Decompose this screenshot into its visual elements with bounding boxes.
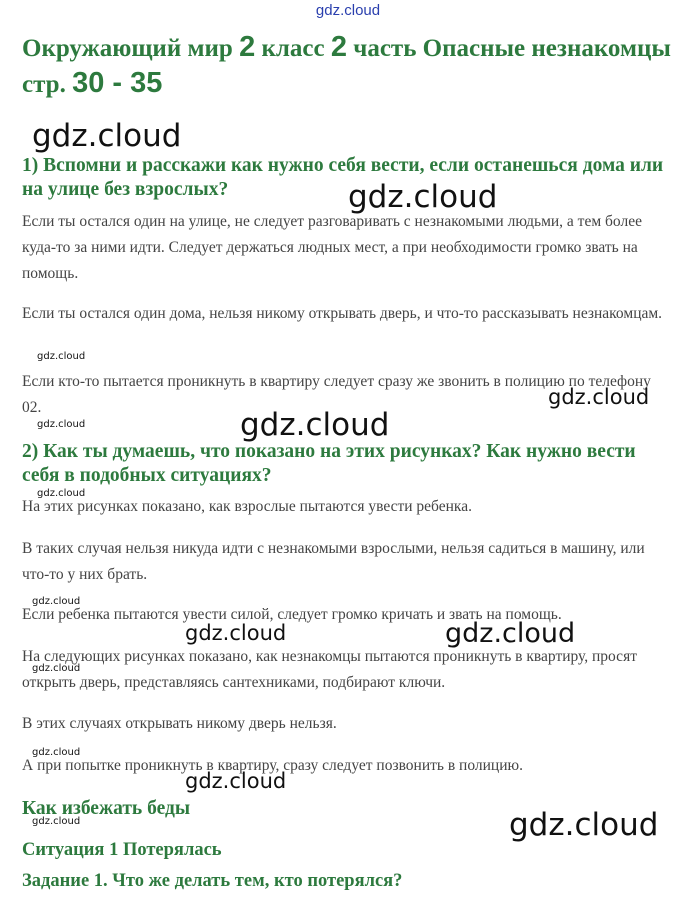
task-heading: Задание 1. Что же делать тем, кто потерялся?: [22, 871, 403, 891]
watermark: gdz.cloud: [37, 419, 86, 430]
question-1: 1) Вспомни и расскажи как нужно себя вести, если останешься дома или на улице без взрослых?: [22, 155, 664, 200]
answer-1-paragraph-2: Если ты остался один дома, нельзя никому открывать дверь, и что-то рассказывать незнакомцам.: [22, 305, 663, 322]
answer-2-paragraph-3: Если ребенка пытаются увести силой, следует громко кричать и звать на помощь.: [22, 606, 562, 623]
situation-heading: Ситуация 1 Потерялась: [22, 840, 222, 860]
answer-2-paragraph-5: В этих случаях открывать никому дверь нельзя.: [22, 715, 337, 732]
watermark: gdz.cloud: [32, 816, 81, 827]
page-title: [22, 30, 672, 102]
watermark: gdz.cloud: [32, 596, 81, 607]
answer-2-paragraph-6: А при попытке проникнуть в квартиру, сразу следует позвонить в полицию.: [22, 757, 523, 774]
watermark: gdz.cloud: [185, 621, 287, 645]
answer-1-paragraph-1: Если ты остался один на улице, не следует разговаривать с незнакомыми людьми, а тем более куда-то за ними идти. Следует держаться людных мест, а при необходимости громко звать на помощь.: [22, 213, 642, 282]
title-text-3: часть Опасные незнакомцы стр.: [22, 35, 671, 98]
title-text-2: класс: [255, 35, 331, 62]
top-watermark: gdz.cloud: [315, 2, 381, 19]
watermark: gdz.cloud: [32, 118, 182, 154]
watermark: gdz.cloud: [32, 747, 81, 758]
title-grade-number: 2: [239, 31, 256, 63]
watermark: gdz.cloud: [240, 407, 390, 443]
watermark: gdz.cloud: [445, 618, 576, 649]
watermark: gdz.cloud: [37, 351, 86, 362]
watermark: gdz.cloud: [32, 663, 81, 674]
answer-2-paragraph-4: На следующих рисунках показано, как незнакомцы пытаются проникнуть в квартиру, просят открыть дверь, представляясь сантехниками, подбирают ключи.: [22, 648, 637, 691]
watermark: gdz.cloud: [348, 179, 498, 215]
answer-2-paragraph-1: На этих рисунках показано, как взрослые пытаются увести ребенка.: [22, 498, 472, 515]
title-pages: 30 - 35: [72, 67, 163, 99]
title-text-1: Окружающий мир: [22, 35, 240, 62]
watermark: gdz.cloud: [548, 385, 650, 409]
watermark: gdz.cloud: [37, 488, 86, 499]
answer-1-paragraph-3: Если кто-то пытается проникнуть в квартиру следует сразу же звонить в полицию по телефону 02.: [22, 373, 651, 416]
title-part-number: 2: [330, 31, 347, 63]
watermark: gdz.cloud: [509, 807, 659, 843]
watermark: gdz.cloud: [185, 769, 287, 793]
question-2: 2) Как ты думаешь, что показано на этих рисунках? Как нужно вести себя в подобных ситуациях?: [22, 441, 636, 486]
answer-2-paragraph-2: В таких случая нельзя никуда идти с незнакомыми взрослыми, нельзя садиться в машину, или что-то у них брать.: [22, 540, 645, 583]
section-heading: Как избежать беды: [22, 798, 191, 819]
